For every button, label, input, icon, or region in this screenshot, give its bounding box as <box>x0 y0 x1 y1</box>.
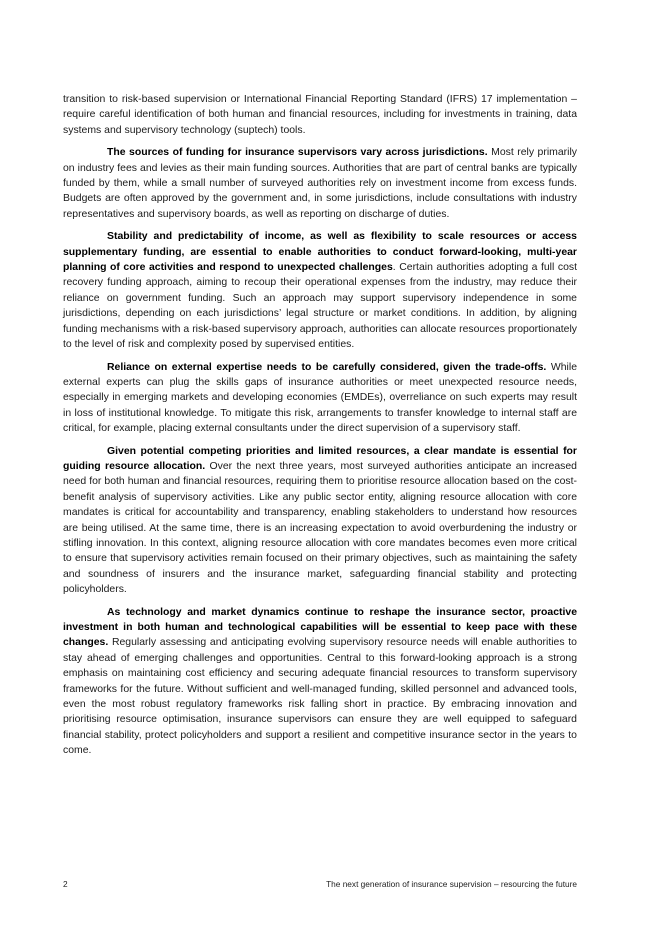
paragraph-body: Over the next three years, most surveyed authorities anticipate an increased need for both human and financial resources, requiring them to prioritise resource allocation based on the cost-benefit analysis of supervisory activities. Like any public sector entity, aligning resource allocation with core mandates is critical for accountability and transparency, enabling stakeholders to understand how resources are being utilised. At the same time, there is an increasing expectation to avoid overburdening the industry or stifling innovation. In this context, aligning resource allocation with core mandates becomes even more critical to ensure that supervisory activities remain focused on their primary objectives, such as maintaining the safety and soundness of insurers and the insurance market, safeguarding financial stability and protecting policyholders. <box>63 460 577 596</box>
paragraph-funding-sources <box>63 145 577 222</box>
page-number: 2 <box>63 879 68 889</box>
paragraph-lead: As technology and market dynamics continue to reshape the insurance sector, proactive investment in both human and technological capabilities will be essential to keep pace with these changes. <box>63 606 577 649</box>
paragraph-lead: Given potential competing priorities and limited resources, a clear mandate is essential for guiding resource allocation. <box>63 445 577 472</box>
document-page <box>63 92 577 766</box>
paragraph-body: Most rely primarily on industry fees and levies as their main funding sources. Authorities that are part of central banks are typically funded by them, while a small number of surveyed authorities rely on investment income from excess funds. Budgets are often approved by the government and, in some jurisdictions, include consultations with industry representatives and supervisory boards, as well as reporting on discharge of duties. <box>63 147 577 220</box>
paragraph-lead: Reliance on external expertise needs to be carefully considered, given the trade-offs. <box>107 361 547 373</box>
paragraph-continuation <box>63 92 577 138</box>
paragraph-body: Regularly assessing and anticipating evolving supervisory resource needs will enable authorities to stay ahead of emerging challenges and opportunities. Central to this forward-looking approach is a strong emphasis on maintaining cost efficiency and securing adequate financial resources to transform supervisory frameworks for the future. Without sufficient and well-managed funding, skilled personnel and advanced tools, even the most robust regulatory frameworks risk falling short in practice. By embracing innovation and prioritising resource optimisation, insurance supervisors can ensure they are well equipped to safeguard financial stability, protect policyholders and support a resilient and competitive insurance sector in the years to come. <box>63 637 577 757</box>
paragraph-lead: Stability and predictability of income, as well as flexibility to scale resources or access supplementary funding, are essential to enable authorities to conduct forward-looking, multi-year planning of core activities and respond to unexpected challenges <box>63 231 577 274</box>
running-title: The next generation of insurance supervision – resourcing the future <box>326 879 577 889</box>
paragraph-external-expertise <box>63 360 577 437</box>
paragraph-income-stability <box>63 229 577 352</box>
paragraph-clear-mandate <box>63 444 577 598</box>
paragraph-body: transition to risk-based supervision or International Financial Reporting Standard (IFRS) 17 implementation – require careful identification of both human and financial resources, including for investments in training, data systems and supervisory technology (suptech) tools. <box>63 94 577 136</box>
paragraph-proactive-investment <box>63 605 577 759</box>
paragraph-lead: The sources of funding for insurance supervisors vary across jurisdictions. <box>107 147 488 159</box>
paragraph-body: . Certain authorities adopting a full cost recovery funding approach, aiming to recoup their operational expenses from the industry, may reduce their reliance on government funding. Such an approach may support supervisory independence in some jurisdictions, depending on each jurisdictions’ legal structure or market conditions. In addition, by aligning funding mechanisms with a risk-based supervisory approach, authorities can allocate resources proportionately to the level of risk and complexity posed by supervised entities. <box>63 262 577 351</box>
paragraph-body: While external experts can plug the skills gaps of insurance authorities or meet unexpected resource needs, especially in emerging markets and developing economies (EMDEs), overreliance on such experts may result in loss of institutional knowledge. To mitigate this risk, arrangements to transfer knowledge to internal staff are critical, for example, placing external consultants under the direct supervision of a supervisory staff. <box>63 361 577 435</box>
